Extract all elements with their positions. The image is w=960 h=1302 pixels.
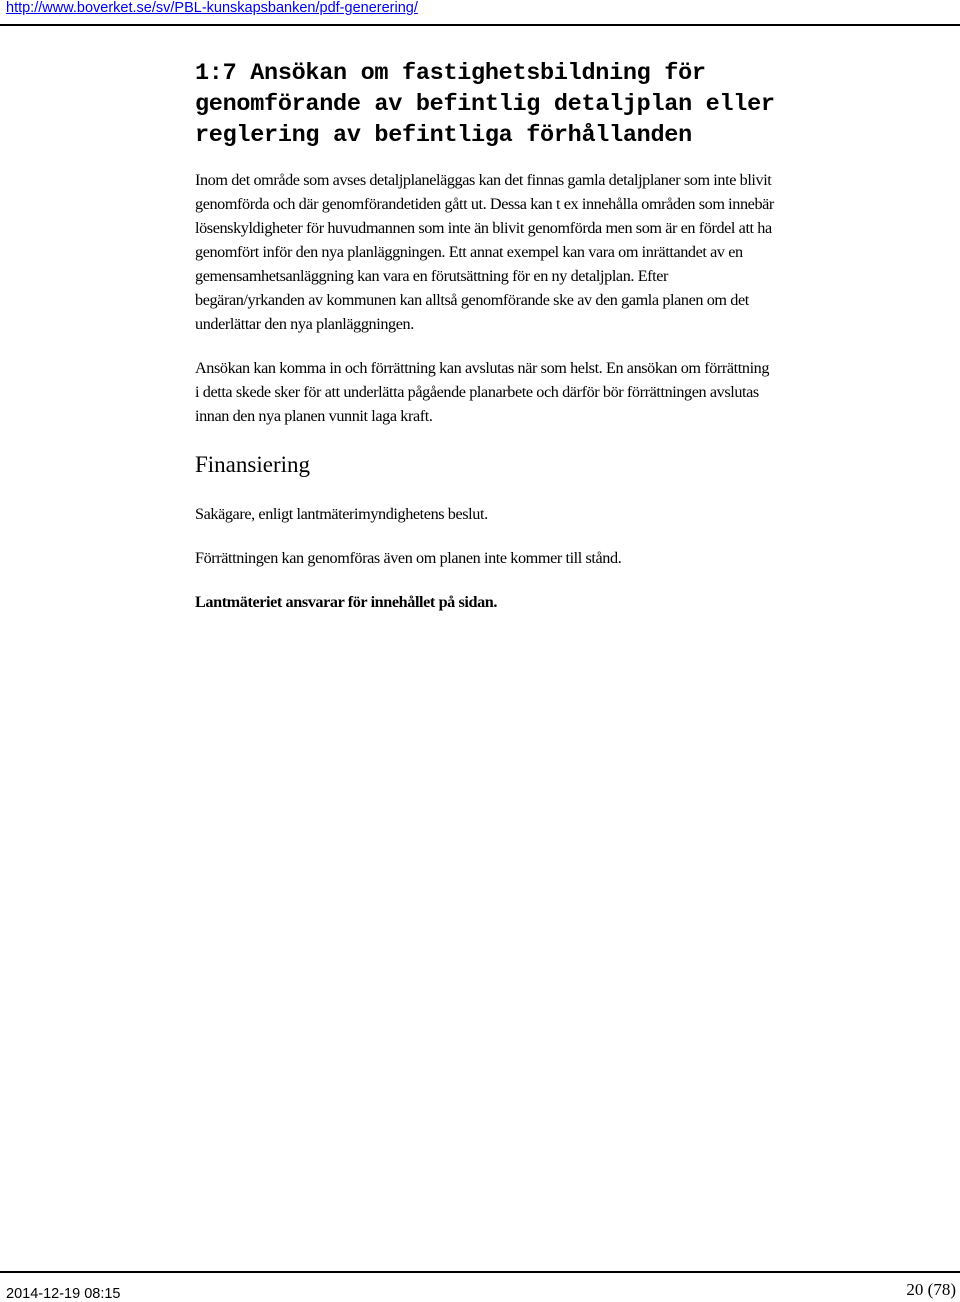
page-title-line-3: reglering av befintliga förhållanden xyxy=(195,122,692,149)
footer-divider xyxy=(0,1271,960,1273)
intro-paragraph: Inom det område som avses detaljplaneläggas kan det finnas gamla detaljplaner som inte blivit genomförda och där genomförandetiden gått ut. Dessa kan t ex innehålla områden som innebär lösenskyldigheter för huvudmannen som inte än blivit genomförda men som är en fördel att ha genomfört inför den nya planläggningen. Ett annat exempel kan vara om inrättandet av en gemensamhetsanläggning kan vara en förutsättning för en ny detaljplan. Efter begäran/yrkanden av kommunen kan alltså genomförande ske av den gamla planen om det underlättar den nya planläggningen. xyxy=(195,171,774,333)
page-title xyxy=(195,58,775,151)
footer-page-number: 20 (78) xyxy=(906,1280,956,1299)
document-body xyxy=(195,58,775,614)
financing-paragraph: Sakägare, enligt lantmäterimyndighetens beslut. xyxy=(195,505,488,523)
page-title-line-1: 1:7 Ansökan om fastighetsbildning för xyxy=(195,60,706,87)
responsibility-note: Lantmäteriet ansvarar för innehållet på sidan. xyxy=(195,593,498,611)
application-paragraph: Ansökan kan komma in och förrättning kan avslutas när som helst. En ansökan om förrättning i detta skede sker för att underlätta pågående planarbete och därför bör förrättningen avslutas innan den nya planen vunnit laga kraft. xyxy=(195,359,770,425)
source-url-link[interactable]: http://www.boverket.se/sv/PBL-kunskapsbanken/pdf-generering/ xyxy=(6,0,418,16)
header-divider xyxy=(0,24,960,26)
page-title-line-2: genomförande av befintlig detaljplan eller xyxy=(195,91,775,118)
section-heading-finansiering: Finansiering xyxy=(195,452,310,477)
footer-timestamp: 2014-12-19 08:15 xyxy=(6,1286,121,1302)
completion-paragraph: Förrättningen kan genomföras även om planen inte kommer till stånd. xyxy=(195,549,622,567)
